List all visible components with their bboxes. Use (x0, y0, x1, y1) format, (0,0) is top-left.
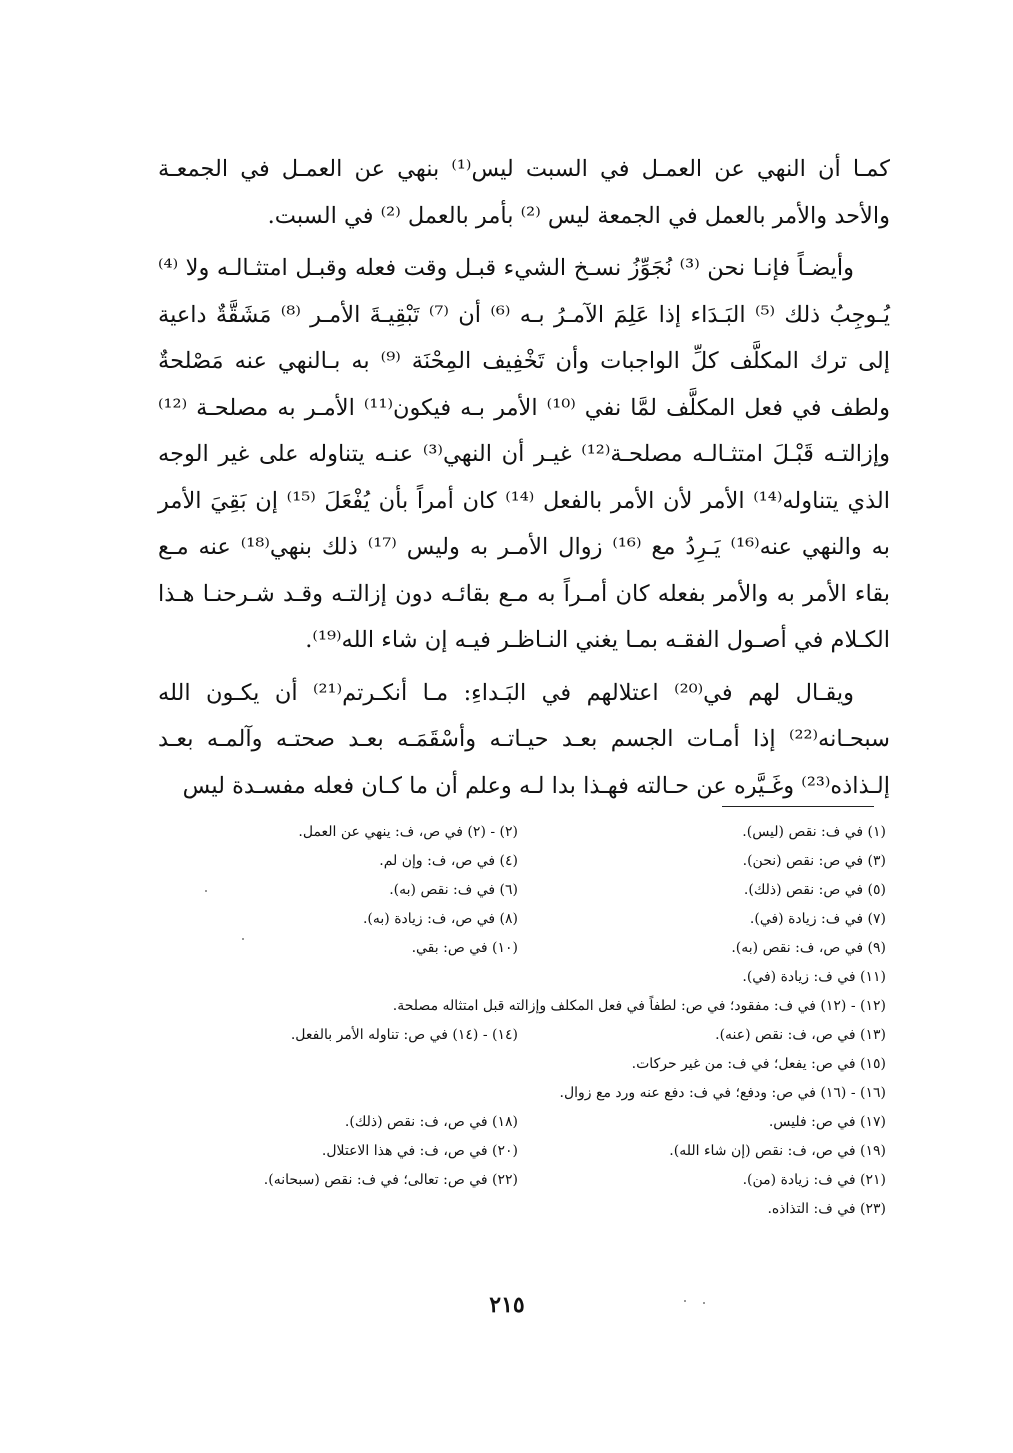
scan-speck (703, 1302, 705, 1304)
footnote-11: (١١) في ف: زيادة (في). (742, 969, 886, 985)
paragraph-1: كمـا أن النهي عن العمـل في السبت ليس⁽¹⁾ بنهي عن العمـل في الجمعـة والأحد والأمر بالعمل في الجمعة ليس ⁽²⁾ بأمر بالعمل ⁽²⁾ في السبت. (158, 156, 890, 229)
scan-speck (242, 938, 244, 940)
footnote-row (150, 1137, 886, 1166)
footnote-18: (١٨) في ص، ف: نقص (ذلك). (344, 1114, 518, 1130)
footnote-19: (١٩) في ص، ف: نقص (إن شاء الله). (669, 1143, 886, 1159)
footnote-13: (١٣) في ص، ف: نقص (عنه). (715, 1027, 886, 1043)
footnote-5: (٥) في ص: نقص (ذلك). (743, 882, 886, 898)
footnote-row (150, 1079, 886, 1108)
footnote-row (150, 876, 886, 905)
footnote-row (150, 1108, 886, 1137)
footnote-6: (٦) في ف: نقص (به). (389, 882, 518, 898)
footnote-row (150, 1195, 886, 1224)
footnote-empty (150, 1195, 518, 1224)
footnote-row (150, 905, 886, 934)
footnote-17: (١٧) في ص: فليس. (768, 1114, 886, 1130)
footnote-row (150, 934, 886, 963)
footnote-8: (٨) في ص، ف: زيادة (به). (362, 911, 518, 927)
footnote-14: (١٤) - (١٤) في ص: تناوله الأمر بالفعل. (290, 1027, 518, 1043)
footnote-row (150, 1050, 886, 1079)
footnote-4: (٤) في ص، ف: وإن لم. (379, 853, 518, 869)
scan-speck (205, 890, 207, 892)
main-text (158, 146, 890, 815)
footnote-22: (٢٢) في ص: تعالى؛ في ف: نقص (سبحانه). (263, 1172, 518, 1188)
footnote-10: (١٠) في ص: بقي. (411, 940, 518, 956)
footnote-2: (٢) - (٢) في ص، ف: ينهي عن العمل. (298, 824, 518, 840)
footnotes (150, 818, 886, 1224)
footnote-23: (٢٣) في ف: التذاذه. (767, 1201, 886, 1217)
footnote-15: (١٥) في ص: يفعل؛ في ف: من غير حركات. (631, 1056, 886, 1072)
footnote-separator (722, 806, 874, 807)
footnote-row (150, 992, 886, 1021)
scan-speck (684, 1300, 686, 1302)
footnote-1: (١) في ف: نقص (ليس). (742, 824, 886, 840)
footnote-row (150, 847, 886, 876)
footnote-21: (٢١) في ف: زيادة (من). (742, 1172, 886, 1188)
footnote-row (150, 1166, 886, 1195)
page-number: ٢١٥ (489, 1292, 525, 1318)
footnote-7: (٧) في ف: زيادة (في). (749, 911, 886, 927)
footnote-20: (٢٠) في ص، ف: في هذا الاعتلال. (321, 1143, 518, 1159)
footnote-row (150, 1021, 886, 1050)
footnote-3: (٣) في ص: نقص (نحن). (742, 853, 886, 869)
paragraph-3: ويقـال لهم في⁽²⁰⁾ اعتلالهم في البَـداءِ: مـا أنكـرتم⁽²¹⁾ أن يكـون الله سبحـانه⁽²²⁾ إذا أمـات الجسم بعـد حيـاتـه وأسْقَمَـه بعـد صحتـه وآلمـه بعـد إلـذاذه⁽²³⁾ وغَـيَّره عن حـالته فهـذا بدا لـه وعلم أن ما كـان فعله مفسـدة ليس (158, 679, 890, 799)
footnote-12: (١٢) - (١٢) في ف: مفقود؛ في ص: لطفاً في فعل المكلف وإزالته قبل امتثاله مصلحة. (392, 998, 886, 1014)
footnote-16: (١٦) - (١٦) في ص: ودفع؛ في ف: دفع عنه ورد مع زوال. (559, 1085, 886, 1101)
footnote-9: (٩) في ص، ف: نقص (به). (731, 940, 886, 956)
footnote-row (150, 963, 886, 992)
footnote-row (150, 818, 886, 847)
paragraph-2: وأيضـاً فإنـا نحن ⁽³⁾ نُجَوِّزُ نسـخ الشيء قبـل وقت فعله وقبـل امتثـالـه ولا ⁽⁴⁾ يُـوجِبُ ذلك ⁽⁵⁾ البَـدَاء إذا عَلِمَ الآمـرُ بـه ⁽⁶⁾ أن ⁽⁷⁾ تَبْقِيـةَ الأمـر ⁽⁸⁾ مَشَقَّةٌ داعية إلى ترك المكلَّف كلِّ الواجبات وأن تَخْفِيف المِحْنَة ⁽⁹⁾ به بـالنهي عنه مَصْلحةٌ ولطف في فعل المكلَّف لمَّا نفي ⁽¹⁰⁾ الأمر بـه فيكون⁽¹¹⁾ الأمـر به مصلحـة ⁽¹²⁾ وإزالتـه قَبْـلَ امتثـالـه مصلحـة⁽¹²⁾ غيـر أن النهي⁽³⁾ عنـه يتناوله على غير الوجه الذي يتناوله⁽¹⁴⁾ الأمر لأن الأمر بالفعل ⁽¹⁴⁾ كان أمراً بأن يُفْعَلَ ⁽¹⁵⁾ إن بَقِيَ الأمر به والنهي عنه⁽¹⁶⁾ يَـرِدُ مع ⁽¹⁶⁾ زوال الأمـر به وليس ⁽¹⁷⁾ ذلك بنهي⁽¹⁸⁾ عنه مـع بقاء الأمر به والأمر بفعله كان أمـراً به مـع بقائـه دون إزالتـه وقـد شـرحنـا هـذا الكـلام في أصـول الفقـه بمـا يغني النـاظـر فيـه إن شاء الله⁽¹⁹⁾. (158, 255, 891, 653)
